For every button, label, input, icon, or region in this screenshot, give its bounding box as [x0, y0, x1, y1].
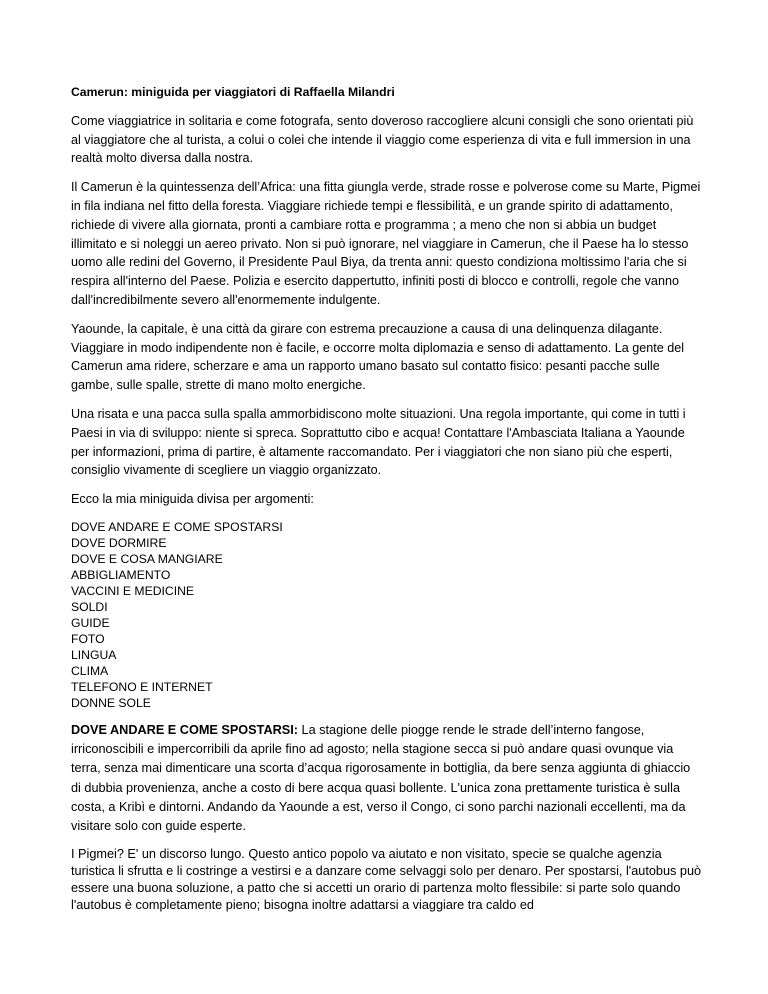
section-dove-andare — [71, 721, 703, 836]
topics-list — [71, 519, 703, 711]
section-heading: DOVE ANDARE E COME SPOSTARSI: — [71, 722, 298, 737]
pigmei-paragraph: I Pigmei? E' un discorso lungo. Questo antico popolo va aiutato e non visitato, specie se qualche agenzia turistica li sfrutta e li costringe a vestirsi e a danzare come selvaggi solo per denaro. Per spostarsi, l'autobus può essere una buona soluzione, a patto che si accetti un orario di partenza molto flessibile: si parte solo quando l'autobus è completamente pieno; bisogna inoltre adattarsi a viaggiare tra caldo ed — [71, 847, 702, 913]
topic-item: ABBIGLIAMENTO — [71, 567, 171, 582]
document-page — [71, 83, 703, 924]
topic-item: CLIMA — [71, 663, 109, 678]
document-title: Camerun: miniguida per viaggiatori di Raffaella Milandri — [71, 85, 395, 99]
section-body: La stagione delle piogge rende le strade dell’interno fangose, irriconoscibili e impercorribili da aprile fino ad agosto; nella stagione secca si può andare quasi ovunque via terra, senza mai dimenticare una scorta d’acqua rigorosamente in bottiglia, da bere senza aggiunta di ghiaccio di dubbia provenienza, anche a costo di bere acqua quasi bollente. L'unica zona prettamente turistica è sulla costa, a Kribì e dintorni. Andando da Yaounde a est, verso il Congo, ci sono parchi nazionali eccellenti, ma da visitare solo con guide esperte. — [71, 722, 691, 833]
topic-item: FOTO — [71, 631, 105, 646]
topic-item: VACCINI E MEDICINE — [71, 583, 195, 598]
camerun-paragraph: Il Camerun è la quintessenza dell’Africa: una fitta giungla verde, strade rosse e polverose come su Marte, Pigmei in fila indiana nel fitto della foresta. Viaggiare richiede tempi e flessibilità, e un grande spirito di adattamento, richiede di vivere alla giornata, pronti a cambiare rotta e programma ; a meno che non si abbia un budget illimitato e si noleggi un aereo privato. Non si può ignorare, nel viaggiare in Camerun, che il Paese ha lo stesso uomo alle redini del Governo, il Presidente Paul Biya, da trenta anni: questo condiziona moltissimo l'aria che si respira all'interno del Paese. Polizia e esercito dappertutto, infiniti posti di blocco e controlli, regole che vanno dall'incredibilmente severo all'enormemente indulgente. — [71, 180, 701, 307]
topics-intro: Ecco la mia miniguida divisa per argomenti: — [71, 492, 314, 507]
topic-item: GUIDE — [71, 615, 110, 630]
yaounde-paragraph: Yaounde, la capitale, è una città da girare con estrema precauzione a causa di una delinquenza dilagante. Viaggiare in modo indipendente non è facile, e occorre molta diplomazia e senso di adattamento. La gente del Camerun ama ridere, scherzare e ama un rapporto umano basato sul contatto fisico: pesanti pacche sulle gambe, sulle spalle, strette di mano molto energiche. — [71, 321, 685, 393]
topic-item: TELEFONO E INTERNET — [71, 679, 213, 694]
intro-paragraph: Come viaggiatrice in solitaria e come fotografa, sento doveroso raccogliere alcuni consigli che sono orientati più al viaggiatore che al turista, a colui o colei che intende il viaggio come esperienza di vita e full immersion in una realtà molto diversa dalla nostra. — [71, 113, 694, 166]
topic-item: SOLDI — [71, 599, 108, 614]
topic-item: DOVE DORMIRE — [71, 535, 167, 550]
advice-paragraph: Una risata e una pacca sulla spalla ammorbidiscono molte situazioni. Una regola importante, qui come in tutti i Paesi in via di sviluppo: niente si spreca. Soprattutto cibo e acqua! Contattare l'Ambasciata Italiana a Yaounde per informazioni, prima di partire, è altamente raccomandato. Per i viaggiatori che non siano più che esperti, consiglio vivamente di scegliere un viaggio organizzato. — [71, 406, 686, 478]
topic-item: DONNE SOLE — [71, 695, 151, 710]
topic-item: DOVE E COSA MANGIARE — [71, 551, 223, 566]
topic-item: DOVE ANDARE E COME SPOSTARSI — [71, 519, 283, 534]
topic-item: LINGUA — [71, 647, 117, 662]
